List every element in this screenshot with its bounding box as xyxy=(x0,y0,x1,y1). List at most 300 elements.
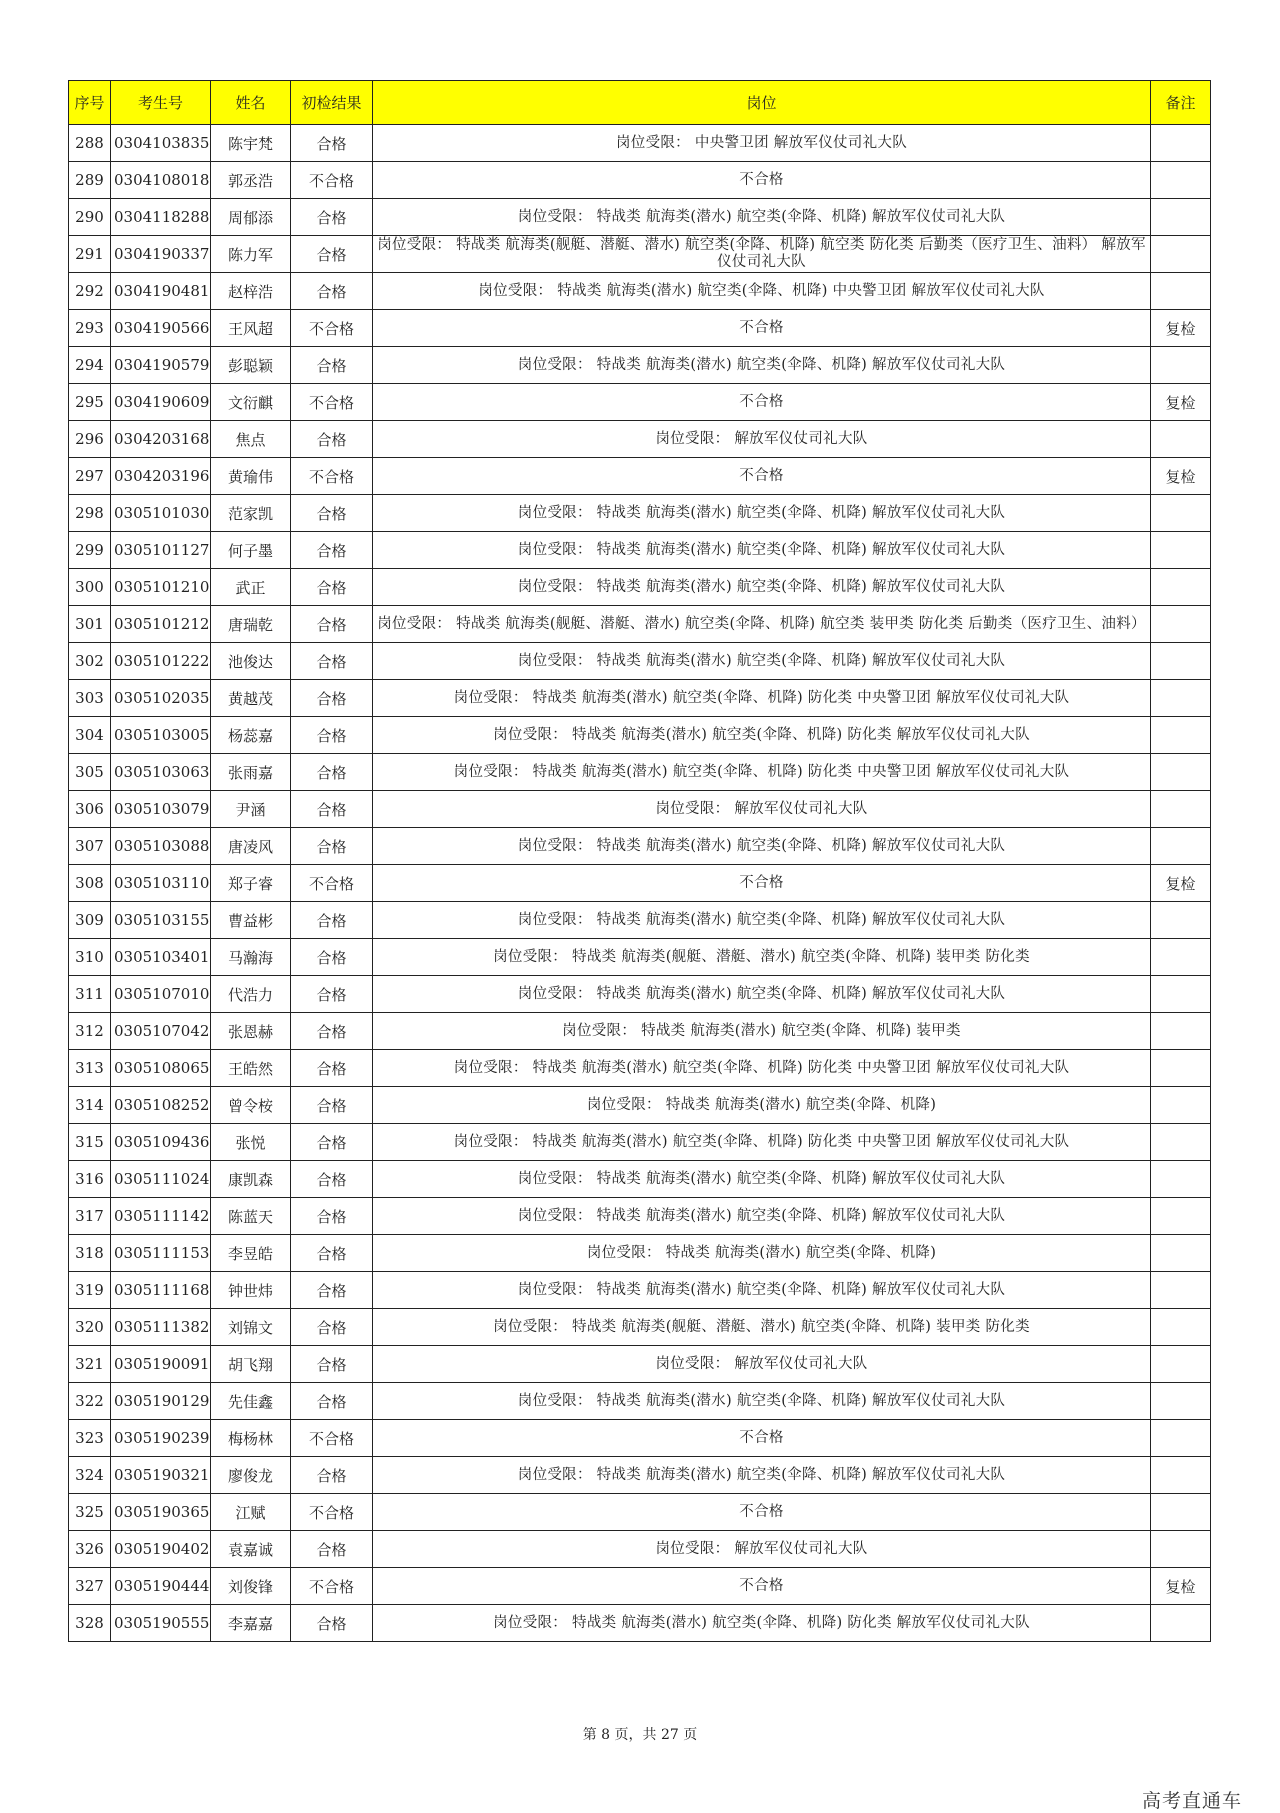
cell-result: 合格 xyxy=(291,680,373,717)
cell-position: 不合格 xyxy=(373,865,1151,902)
cell-exam-no: 0305108252 xyxy=(111,1087,211,1124)
table-row xyxy=(69,1383,1211,1420)
cell-exam-no: 0305190365 xyxy=(111,1494,211,1531)
cell-seq: 320 xyxy=(69,1309,111,1346)
cell-seq: 300 xyxy=(69,569,111,606)
cell-seq: 322 xyxy=(69,1383,111,1420)
cell-remark xyxy=(1151,939,1211,976)
header-name: 姓名 xyxy=(211,81,291,125)
cell-name: 唐瑞乾 xyxy=(211,606,291,643)
cell-remark: 复检 xyxy=(1151,310,1211,347)
cell-seq: 305 xyxy=(69,754,111,791)
cell-remark xyxy=(1151,199,1211,236)
cell-exam-no: 0305190402 xyxy=(111,1531,211,1568)
cell-seq: 292 xyxy=(69,273,111,310)
table-row xyxy=(69,458,1211,495)
cell-name: 郑子睿 xyxy=(211,865,291,902)
cell-position: 岗位受限： 特战类 航海类(潜水) 航空类(伞降、机降) 装甲类 xyxy=(373,1013,1151,1050)
cell-exam-no: 0305103088 xyxy=(111,828,211,865)
cell-name: 康凯森 xyxy=(211,1161,291,1198)
cell-exam-no: 0305103155 xyxy=(111,902,211,939)
cell-name: 何子墨 xyxy=(211,532,291,569)
cell-name: 曾令桉 xyxy=(211,1087,291,1124)
cell-seq: 308 xyxy=(69,865,111,902)
cell-exam-no: 0304118288 xyxy=(111,199,211,236)
cell-result: 合格 xyxy=(291,1124,373,1161)
cell-result: 合格 xyxy=(291,1198,373,1235)
cell-name: 李昱皓 xyxy=(211,1235,291,1272)
cell-position: 岗位受限： 解放军仪仗司礼大队 xyxy=(373,791,1151,828)
cell-exam-no: 0305103079 xyxy=(111,791,211,828)
cell-name: 焦点 xyxy=(211,421,291,458)
cell-result: 合格 xyxy=(291,495,373,532)
cell-name: 李嘉嘉 xyxy=(211,1605,291,1642)
cell-exam-no: 0304190337 xyxy=(111,236,211,273)
cell-position: 不合格 xyxy=(373,458,1151,495)
cell-exam-no: 0305102035 xyxy=(111,680,211,717)
cell-seq: 303 xyxy=(69,680,111,717)
cell-exam-no: 0304203168 xyxy=(111,421,211,458)
cell-position: 岗位受限： 特战类 航海类(潜水) 航空类(伞降、机降) 解放军仪仗司礼大队 xyxy=(373,569,1151,606)
table-row xyxy=(69,865,1211,902)
cell-position: 岗位受限： 特战类 航海类(潜水) 航空类(伞降、机降) 防化类 中央警卫团 解放军仪仗司礼大队 xyxy=(373,1050,1151,1087)
cell-name: 郭丞浩 xyxy=(211,162,291,199)
cell-name: 王风超 xyxy=(211,310,291,347)
cell-result: 合格 xyxy=(291,1383,373,1420)
header-result: 初检结果 xyxy=(291,81,373,125)
cell-seq: 314 xyxy=(69,1087,111,1124)
cell-position: 岗位受限： 特战类 航海类(潜水) 航空类(伞降、机降) 解放军仪仗司礼大队 xyxy=(373,643,1151,680)
cell-remark xyxy=(1151,236,1211,273)
cell-result: 合格 xyxy=(291,1309,373,1346)
cell-exam-no: 0304190481 xyxy=(111,273,211,310)
cell-name: 陈力军 xyxy=(211,236,291,273)
cell-seq: 291 xyxy=(69,236,111,273)
table-row xyxy=(69,1494,1211,1531)
cell-name: 陈蓝天 xyxy=(211,1198,291,1235)
cell-exam-no: 0305108065 xyxy=(111,1050,211,1087)
cell-name: 彭聪颖 xyxy=(211,347,291,384)
cell-name: 范家凯 xyxy=(211,495,291,532)
table-row xyxy=(69,754,1211,791)
cell-remark xyxy=(1151,1198,1211,1235)
cell-position: 岗位受限： 解放军仪仗司礼大队 xyxy=(373,1531,1151,1568)
cell-position: 岗位受限： 特战类 航海类(潜水) 航空类(伞降、机降) xyxy=(373,1087,1151,1124)
cell-remark xyxy=(1151,791,1211,828)
cell-exam-no: 0305111168 xyxy=(111,1272,211,1309)
cell-exam-no: 0305107010 xyxy=(111,976,211,1013)
table-row xyxy=(69,1272,1211,1309)
cell-result: 不合格 xyxy=(291,384,373,421)
cell-seq: 288 xyxy=(69,125,111,162)
cell-name: 池俊达 xyxy=(211,643,291,680)
header-position: 岗位 xyxy=(373,81,1151,125)
cell-seq: 316 xyxy=(69,1161,111,1198)
cell-remark: 复检 xyxy=(1151,458,1211,495)
cell-seq: 290 xyxy=(69,199,111,236)
cell-position: 不合格 xyxy=(373,162,1151,199)
cell-remark xyxy=(1151,976,1211,1013)
cell-exam-no: 0304190609 xyxy=(111,384,211,421)
exam-results-sheet xyxy=(68,80,1210,1642)
cell-remark xyxy=(1151,1272,1211,1309)
cell-position: 岗位受限： 特战类 航海类(潜水) 航空类(伞降、机降) 防化类 解放军仪仗司礼大队 xyxy=(373,717,1151,754)
cell-seq: 306 xyxy=(69,791,111,828)
table-row xyxy=(69,1309,1211,1346)
cell-result: 合格 xyxy=(291,717,373,754)
cell-position: 岗位受限： 特战类 航海类(潜水) 航空类(伞降、机降) 解放军仪仗司礼大队 xyxy=(373,1383,1151,1420)
header-seq: 序号 xyxy=(69,81,111,125)
cell-exam-no: 0305103005 xyxy=(111,717,211,754)
cell-name: 赵梓浩 xyxy=(211,273,291,310)
cell-position: 岗位受限： 特战类 航海类(舰艇、潜艇、潜水) 航空类(伞降、机降) 航空类 装甲类 防化类 后勤类（医疗卫生、油料） xyxy=(373,606,1151,643)
cell-result: 合格 xyxy=(291,1050,373,1087)
cell-exam-no: 0305190239 xyxy=(111,1420,211,1457)
cell-exam-no: 0305103110 xyxy=(111,865,211,902)
cell-name: 张悦 xyxy=(211,1124,291,1161)
cell-position: 岗位受限： 特战类 航海类(潜水) 航空类(伞降、机降) 解放军仪仗司礼大队 xyxy=(373,199,1151,236)
table-body xyxy=(69,125,1211,1642)
cell-remark xyxy=(1151,1161,1211,1198)
cell-seq: 323 xyxy=(69,1420,111,1457)
cell-position: 岗位受限： 特战类 航海类(潜水) 航空类(伞降、机降) 解放军仪仗司礼大队 xyxy=(373,1457,1151,1494)
cell-remark xyxy=(1151,606,1211,643)
cell-position: 岗位受限： 特战类 航海类(舰艇、潜艇、潜水) 航空类(伞降、机降) 航空类 防化类 后勤类（医疗卫生、油料） 解放军仪仗司礼大队 xyxy=(373,236,1151,273)
cell-name: 张雨嘉 xyxy=(211,754,291,791)
cell-seq: 324 xyxy=(69,1457,111,1494)
table-row xyxy=(69,1346,1211,1383)
cell-seq: 315 xyxy=(69,1124,111,1161)
cell-seq: 328 xyxy=(69,1605,111,1642)
cell-name: 马瀚海 xyxy=(211,939,291,976)
cell-name: 张恩赫 xyxy=(211,1013,291,1050)
cell-remark xyxy=(1151,1531,1211,1568)
cell-result: 合格 xyxy=(291,606,373,643)
header-remark: 备注 xyxy=(1151,81,1211,125)
cell-position: 不合格 xyxy=(373,1494,1151,1531)
cell-position: 岗位受限： 特战类 航海类(潜水) 航空类(伞降、机降) 解放军仪仗司礼大队 xyxy=(373,902,1151,939)
header-exam-no: 考生号 xyxy=(111,81,211,125)
cell-result: 合格 xyxy=(291,1346,373,1383)
cell-seq: 310 xyxy=(69,939,111,976)
table-row xyxy=(69,273,1211,310)
table-row xyxy=(69,1087,1211,1124)
cell-result: 合格 xyxy=(291,347,373,384)
table-row xyxy=(69,236,1211,273)
cell-exam-no: 0305111142 xyxy=(111,1198,211,1235)
cell-result: 合格 xyxy=(291,939,373,976)
cell-remark xyxy=(1151,1494,1211,1531)
cell-name: 刘锦文 xyxy=(211,1309,291,1346)
header-row xyxy=(69,81,1211,125)
cell-seq: 318 xyxy=(69,1235,111,1272)
cell-seq: 325 xyxy=(69,1494,111,1531)
cell-exam-no: 0305111153 xyxy=(111,1235,211,1272)
table-row xyxy=(69,384,1211,421)
table-row xyxy=(69,791,1211,828)
table-row xyxy=(69,1124,1211,1161)
cell-exam-no: 0304103835 xyxy=(111,125,211,162)
cell-name: 刘俊锋 xyxy=(211,1568,291,1605)
table-row xyxy=(69,1531,1211,1568)
cell-seq: 321 xyxy=(69,1346,111,1383)
cell-seq: 289 xyxy=(69,162,111,199)
cell-remark xyxy=(1151,902,1211,939)
cell-exam-no: 0305190091 xyxy=(111,1346,211,1383)
cell-result: 合格 xyxy=(291,1087,373,1124)
cell-name: 唐凌风 xyxy=(211,828,291,865)
cell-remark xyxy=(1151,1309,1211,1346)
cell-exam-no: 0305109436 xyxy=(111,1124,211,1161)
cell-position: 岗位受限： 特战类 航海类(潜水) 航空类(伞降、机降) 防化类 中央警卫团 解放军仪仗司礼大队 xyxy=(373,1124,1151,1161)
cell-remark xyxy=(1151,495,1211,532)
cell-remark xyxy=(1151,1235,1211,1272)
table-row xyxy=(69,902,1211,939)
cell-position: 岗位受限： 特战类 航海类(潜水) 航空类(伞降、机降) 防化类 中央警卫团 解放军仪仗司礼大队 xyxy=(373,754,1151,791)
cell-exam-no: 0305190321 xyxy=(111,1457,211,1494)
table-row xyxy=(69,976,1211,1013)
cell-position: 岗位受限： 特战类 航海类(潜水) 航空类(伞降、机降) 中央警卫团 解放军仪仗司礼大队 xyxy=(373,273,1151,310)
cell-position: 岗位受限： 特战类 航海类(潜水) 航空类(伞降、机降) 解放军仪仗司礼大队 xyxy=(373,1272,1151,1309)
cell-result: 合格 xyxy=(291,1161,373,1198)
cell-remark xyxy=(1151,125,1211,162)
cell-remark xyxy=(1151,273,1211,310)
cell-remark xyxy=(1151,1457,1211,1494)
cell-remark xyxy=(1151,1605,1211,1642)
cell-remark xyxy=(1151,162,1211,199)
cell-position: 岗位受限： 解放军仪仗司礼大队 xyxy=(373,421,1151,458)
cell-exam-no: 0305111024 xyxy=(111,1161,211,1198)
cell-result: 合格 xyxy=(291,273,373,310)
cell-remark: 复检 xyxy=(1151,865,1211,902)
cell-seq: 304 xyxy=(69,717,111,754)
cell-exam-no: 0305101030 xyxy=(111,495,211,532)
cell-position: 岗位受限： 特战类 航海类(潜水) 航空类(伞降、机降) 解放军仪仗司礼大队 xyxy=(373,1161,1151,1198)
cell-result: 不合格 xyxy=(291,458,373,495)
cell-seq: 302 xyxy=(69,643,111,680)
cell-exam-no: 0305103063 xyxy=(111,754,211,791)
table-row xyxy=(69,1235,1211,1272)
results-table xyxy=(68,80,1211,1642)
cell-result: 合格 xyxy=(291,976,373,1013)
cell-result: 合格 xyxy=(291,1531,373,1568)
cell-result: 不合格 xyxy=(291,1420,373,1457)
cell-name: 杨蕊嘉 xyxy=(211,717,291,754)
cell-result: 合格 xyxy=(291,1457,373,1494)
table-row xyxy=(69,1457,1211,1494)
cell-result: 不合格 xyxy=(291,1494,373,1531)
cell-name: 江赋 xyxy=(211,1494,291,1531)
cell-seq: 313 xyxy=(69,1050,111,1087)
cell-remark: 复检 xyxy=(1151,384,1211,421)
cell-remark xyxy=(1151,1420,1211,1457)
table-row xyxy=(69,1568,1211,1605)
cell-exam-no: 0305101210 xyxy=(111,569,211,606)
table-row xyxy=(69,606,1211,643)
cell-seq: 312 xyxy=(69,1013,111,1050)
table-row xyxy=(69,1420,1211,1457)
table-row xyxy=(69,199,1211,236)
cell-position: 岗位受限： 特战类 航海类(潜水) 航空类(伞降、机降) 防化类 中央警卫团 解放军仪仗司礼大队 xyxy=(373,680,1151,717)
cell-exam-no: 0304190566 xyxy=(111,310,211,347)
cell-remark xyxy=(1151,717,1211,754)
cell-remark xyxy=(1151,1346,1211,1383)
cell-seq: 295 xyxy=(69,384,111,421)
cell-result: 合格 xyxy=(291,569,373,606)
page-footer: 第 8 页，共 27 页 xyxy=(582,1727,698,1743)
cell-name: 陈宇梵 xyxy=(211,125,291,162)
cell-remark xyxy=(1151,1087,1211,1124)
cell-name: 胡飞翔 xyxy=(211,1346,291,1383)
cell-remark xyxy=(1151,680,1211,717)
cell-position: 岗位受限： 特战类 航海类(潜水) 航空类(伞降、机降) 解放军仪仗司礼大队 xyxy=(373,976,1151,1013)
table-row xyxy=(69,421,1211,458)
cell-position: 不合格 xyxy=(373,384,1151,421)
cell-name: 廖俊龙 xyxy=(211,1457,291,1494)
cell-remark xyxy=(1151,754,1211,791)
cell-position: 岗位受限： 特战类 航海类(潜水) 航空类(伞降、机降) 解放军仪仗司礼大队 xyxy=(373,347,1151,384)
cell-exam-no: 0304190579 xyxy=(111,347,211,384)
cell-position: 岗位受限： 特战类 航海类(潜水) 航空类(伞降、机降) 解放军仪仗司礼大队 xyxy=(373,495,1151,532)
cell-seq: 309 xyxy=(69,902,111,939)
table-row xyxy=(69,1161,1211,1198)
cell-seq: 298 xyxy=(69,495,111,532)
cell-remark xyxy=(1151,828,1211,865)
cell-remark xyxy=(1151,1383,1211,1420)
cell-result: 合格 xyxy=(291,828,373,865)
table-row xyxy=(69,1013,1211,1050)
cell-position: 岗位受限： 特战类 航海类(潜水) 航空类(伞降、机降) 解放军仪仗司礼大队 xyxy=(373,532,1151,569)
cell-name: 武正 xyxy=(211,569,291,606)
cell-remark xyxy=(1151,1050,1211,1087)
cell-result: 合格 xyxy=(291,1605,373,1642)
cell-exam-no: 0305190555 xyxy=(111,1605,211,1642)
table-row xyxy=(69,569,1211,606)
table-row xyxy=(69,495,1211,532)
cell-result: 合格 xyxy=(291,754,373,791)
cell-seq: 296 xyxy=(69,421,111,458)
cell-result: 合格 xyxy=(291,643,373,680)
cell-result: 合格 xyxy=(291,902,373,939)
cell-exam-no: 0305107042 xyxy=(111,1013,211,1050)
cell-remark xyxy=(1151,421,1211,458)
table-row xyxy=(69,310,1211,347)
cell-remark xyxy=(1151,532,1211,569)
cell-result: 不合格 xyxy=(291,310,373,347)
cell-seq: 319 xyxy=(69,1272,111,1309)
cell-name: 先佳鑫 xyxy=(211,1383,291,1420)
cell-exam-no: 0305103401 xyxy=(111,939,211,976)
cell-position: 岗位受限： 特战类 航海类(舰艇、潜艇、潜水) 航空类(伞降、机降) 装甲类 防化类 xyxy=(373,939,1151,976)
table-row xyxy=(69,532,1211,569)
cell-result: 合格 xyxy=(291,791,373,828)
cell-name: 袁嘉诚 xyxy=(211,1531,291,1568)
table-row xyxy=(69,643,1211,680)
cell-position: 岗位受限： 中央警卫团 解放军仪仗司礼大队 xyxy=(373,125,1151,162)
table-row xyxy=(69,1050,1211,1087)
table-header xyxy=(69,81,1211,125)
cell-position: 不合格 xyxy=(373,1568,1151,1605)
cell-remark xyxy=(1151,1124,1211,1161)
cell-remark xyxy=(1151,1013,1211,1050)
table-row xyxy=(69,939,1211,976)
cell-seq: 301 xyxy=(69,606,111,643)
cell-exam-no: 0305101222 xyxy=(111,643,211,680)
cell-exam-no: 0304203196 xyxy=(111,458,211,495)
cell-position: 岗位受限： 特战类 航海类(潜水) 航空类(伞降、机降) xyxy=(373,1235,1151,1272)
cell-result: 合格 xyxy=(291,421,373,458)
table-row xyxy=(69,162,1211,199)
cell-seq: 299 xyxy=(69,532,111,569)
cell-exam-no: 0304108018 xyxy=(111,162,211,199)
table-row xyxy=(69,1198,1211,1235)
cell-remark xyxy=(1151,643,1211,680)
cell-result: 合格 xyxy=(291,532,373,569)
cell-result: 合格 xyxy=(291,125,373,162)
cell-result: 合格 xyxy=(291,199,373,236)
table-row xyxy=(69,347,1211,384)
cell-remark: 复检 xyxy=(1151,1568,1211,1605)
cell-seq: 297 xyxy=(69,458,111,495)
table-row xyxy=(69,1605,1211,1642)
table-row xyxy=(69,828,1211,865)
table-row xyxy=(69,680,1211,717)
cell-result: 合格 xyxy=(291,1272,373,1309)
cell-seq: 294 xyxy=(69,347,111,384)
cell-name: 周郁添 xyxy=(211,199,291,236)
cell-name: 曹益彬 xyxy=(211,902,291,939)
cell-name: 黄越茂 xyxy=(211,680,291,717)
cell-position: 不合格 xyxy=(373,310,1151,347)
cell-name: 尹涵 xyxy=(211,791,291,828)
cell-exam-no: 0305101127 xyxy=(111,532,211,569)
cell-position: 岗位受限： 特战类 航海类(舰艇、潜艇、潜水) 航空类(伞降、机降) 装甲类 防化类 xyxy=(373,1309,1151,1346)
cell-seq: 317 xyxy=(69,1198,111,1235)
cell-remark xyxy=(1151,569,1211,606)
cell-exam-no: 0305190129 xyxy=(111,1383,211,1420)
cell-seq: 327 xyxy=(69,1568,111,1605)
cell-position: 岗位受限： 解放军仪仗司礼大队 xyxy=(373,1346,1151,1383)
cell-result: 不合格 xyxy=(291,865,373,902)
cell-exam-no: 0305101212 xyxy=(111,606,211,643)
cell-result: 不合格 xyxy=(291,1568,373,1605)
cell-name: 钟世炜 xyxy=(211,1272,291,1309)
cell-exam-no: 0305190444 xyxy=(111,1568,211,1605)
cell-position: 不合格 xyxy=(373,1420,1151,1457)
cell-result: 合格 xyxy=(291,1013,373,1050)
cell-name: 文衍麒 xyxy=(211,384,291,421)
cell-seq: 307 xyxy=(69,828,111,865)
cell-exam-no: 0305111382 xyxy=(111,1309,211,1346)
cell-seq: 311 xyxy=(69,976,111,1013)
cell-name: 代浩力 xyxy=(211,976,291,1013)
cell-result: 不合格 xyxy=(291,162,373,199)
cell-seq: 326 xyxy=(69,1531,111,1568)
cell-seq: 293 xyxy=(69,310,111,347)
cell-name: 王皓然 xyxy=(211,1050,291,1087)
table-row xyxy=(69,717,1211,754)
table-row xyxy=(69,125,1211,162)
cell-position: 岗位受限： 特战类 航海类(潜水) 航空类(伞降、机降) 防化类 解放军仪仗司礼大队 xyxy=(373,1605,1151,1642)
cell-remark xyxy=(1151,347,1211,384)
cell-name: 梅杨林 xyxy=(211,1420,291,1457)
cell-result: 合格 xyxy=(291,236,373,273)
cell-position: 岗位受限： 特战类 航海类(潜水) 航空类(伞降、机降) 解放军仪仗司礼大队 xyxy=(373,828,1151,865)
watermark-text: 高考直通车 xyxy=(1142,1790,1243,1812)
cell-position: 岗位受限： 特战类 航海类(潜水) 航空类(伞降、机降) 解放军仪仗司礼大队 xyxy=(373,1198,1151,1235)
cell-name: 黄瑜伟 xyxy=(211,458,291,495)
cell-result: 合格 xyxy=(291,1235,373,1272)
